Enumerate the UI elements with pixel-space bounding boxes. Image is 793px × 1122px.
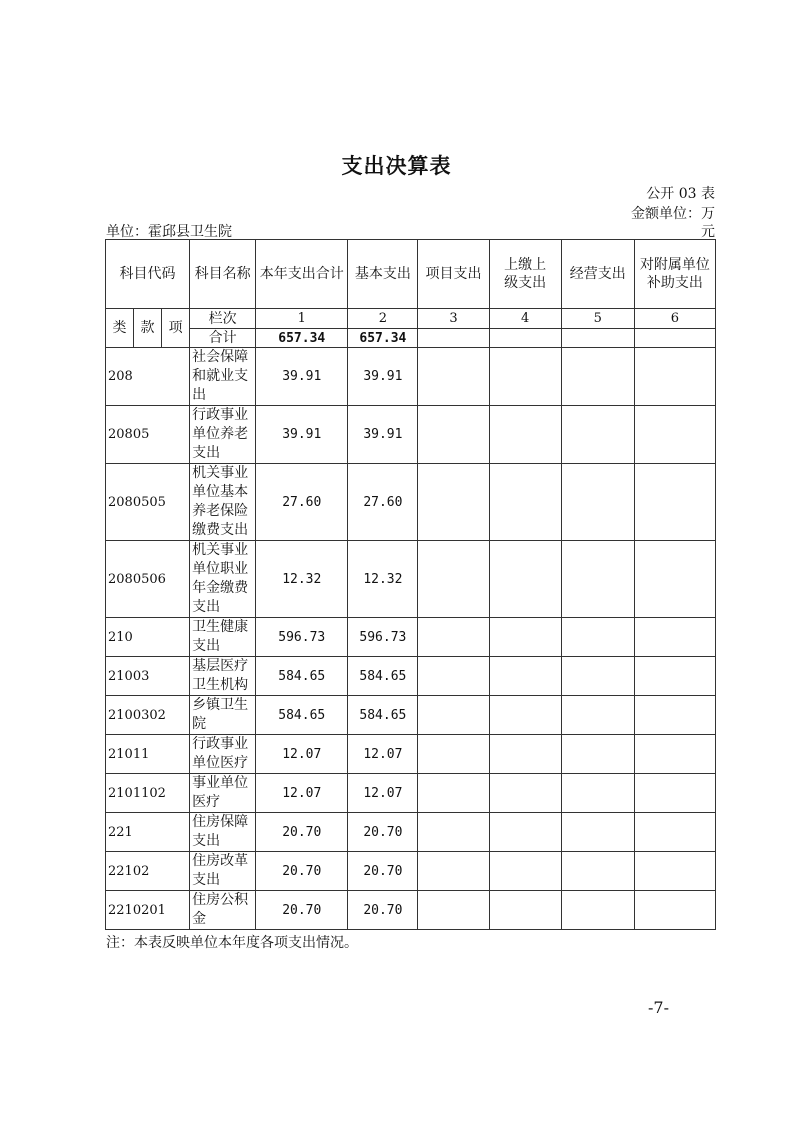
col-index-3: 3 [418, 309, 489, 329]
row-code: 21011 [106, 735, 190, 774]
row-code: 208 [106, 348, 190, 406]
row-basic: 584.65 [348, 657, 418, 696]
row-basic: 27.60 [348, 464, 418, 541]
header-row [106, 240, 716, 309]
row-basic: 596.73 [348, 618, 418, 657]
row-name: 乡镇卫生院 [190, 696, 256, 735]
col-index-4: 4 [489, 309, 561, 329]
row-code: 2210201 [106, 891, 190, 930]
table-row [106, 891, 716, 930]
row-total: 39.91 [256, 348, 348, 406]
table-note: 注：本表反映单位本年度各项支出情况。 [106, 935, 358, 951]
row-basic: 12.32 [348, 541, 418, 618]
row-name: 事业单位医疗 [190, 774, 256, 813]
table-row [106, 813, 716, 852]
table-row [106, 618, 716, 657]
amount-unit: 金额单位：万 [631, 206, 715, 222]
header-business: 经营支出 [561, 240, 634, 309]
table-row [106, 348, 716, 406]
row-total: 27.60 [256, 464, 348, 541]
row-name: 社会保障和就业支出 [190, 348, 256, 406]
row-total: 20.70 [256, 852, 348, 891]
row-total: 584.65 [256, 696, 348, 735]
row-name: 住房改革支出 [190, 852, 256, 891]
row-name: 基层医疗卫生机构 [190, 657, 256, 696]
row-total: 20.70 [256, 813, 348, 852]
row-total: 12.07 [256, 735, 348, 774]
header-subsidiary: 对附属单位补助支出 [634, 240, 715, 309]
total-row [106, 329, 716, 348]
total-upper [489, 329, 561, 348]
header-upper: 上缴上级支出 [489, 240, 561, 309]
row-name: 机关事业单位职业年金缴费支出 [190, 541, 256, 618]
header-total: 本年支出合计 [256, 240, 348, 309]
expenditure-table [105, 239, 716, 930]
header-lei: 类 [106, 309, 134, 348]
row-total: 584.65 [256, 657, 348, 696]
row-name: 住房保障支出 [190, 813, 256, 852]
total-business [561, 329, 634, 348]
row-code: 221 [106, 813, 190, 852]
row-total: 596.73 [256, 618, 348, 657]
row-total: 12.07 [256, 774, 348, 813]
row-basic: 39.91 [348, 348, 418, 406]
header-basic: 基本支出 [348, 240, 418, 309]
table-row [106, 464, 716, 541]
total-label: 合计 [190, 329, 256, 348]
row-basic: 20.70 [348, 891, 418, 930]
total-basic: 657.34 [348, 329, 418, 348]
row-code: 2101102 [106, 774, 190, 813]
row-basic: 20.70 [348, 813, 418, 852]
row-name: 行政事业单位养老支出 [190, 406, 256, 464]
row-total: 20.70 [256, 891, 348, 930]
total-amount: 657.34 [256, 329, 348, 348]
header-lanci: 栏次 [190, 309, 256, 329]
row-name: 住房公积金 [190, 891, 256, 930]
header-kuan: 款 [134, 309, 162, 348]
row-basic: 12.07 [348, 774, 418, 813]
row-name: 行政事业单位医疗 [190, 735, 256, 774]
table-row [106, 696, 716, 735]
header-project: 项目支出 [418, 240, 489, 309]
row-code: 21003 [106, 657, 190, 696]
row-basic: 12.07 [348, 735, 418, 774]
header-code: 科目代码 [106, 240, 190, 309]
form-number: 公开 03 表 [646, 186, 715, 202]
row-code: 2080505 [106, 464, 190, 541]
row-code: 2080506 [106, 541, 190, 618]
table-row [106, 735, 716, 774]
row-name: 卫生健康支出 [190, 618, 256, 657]
col-index-1: 1 [256, 309, 348, 329]
row-basic: 39.91 [348, 406, 418, 464]
row-total: 12.32 [256, 541, 348, 618]
total-project [418, 329, 489, 348]
header-name: 科目名称 [190, 240, 256, 309]
row-name: 机关事业单位基本养老保险缴费支出 [190, 464, 256, 541]
col-index-5: 5 [561, 309, 634, 329]
header-xiang: 项 [162, 309, 190, 348]
row-code: 20805 [106, 406, 190, 464]
table-row [106, 657, 716, 696]
table-row [106, 852, 716, 891]
unit-label: 单位：霍邱县卫生院 [106, 224, 232, 240]
table-row [106, 541, 716, 618]
col-index-2: 2 [348, 309, 418, 329]
row-code: 210 [106, 618, 190, 657]
table-row [106, 774, 716, 813]
total-subsidiary [634, 329, 715, 348]
page-number: -7- [648, 998, 669, 1017]
row-code: 22102 [106, 852, 190, 891]
table-row [106, 406, 716, 464]
row-code: 2100302 [106, 696, 190, 735]
row-total: 39.91 [256, 406, 348, 464]
row-basic: 20.70 [348, 852, 418, 891]
row-basic: 584.65 [348, 696, 418, 735]
page-title: 支出决算表 [341, 154, 452, 178]
col-index-6: 6 [634, 309, 715, 329]
subheader-row [106, 309, 716, 329]
amount-unit-cont: 元 [701, 224, 715, 240]
